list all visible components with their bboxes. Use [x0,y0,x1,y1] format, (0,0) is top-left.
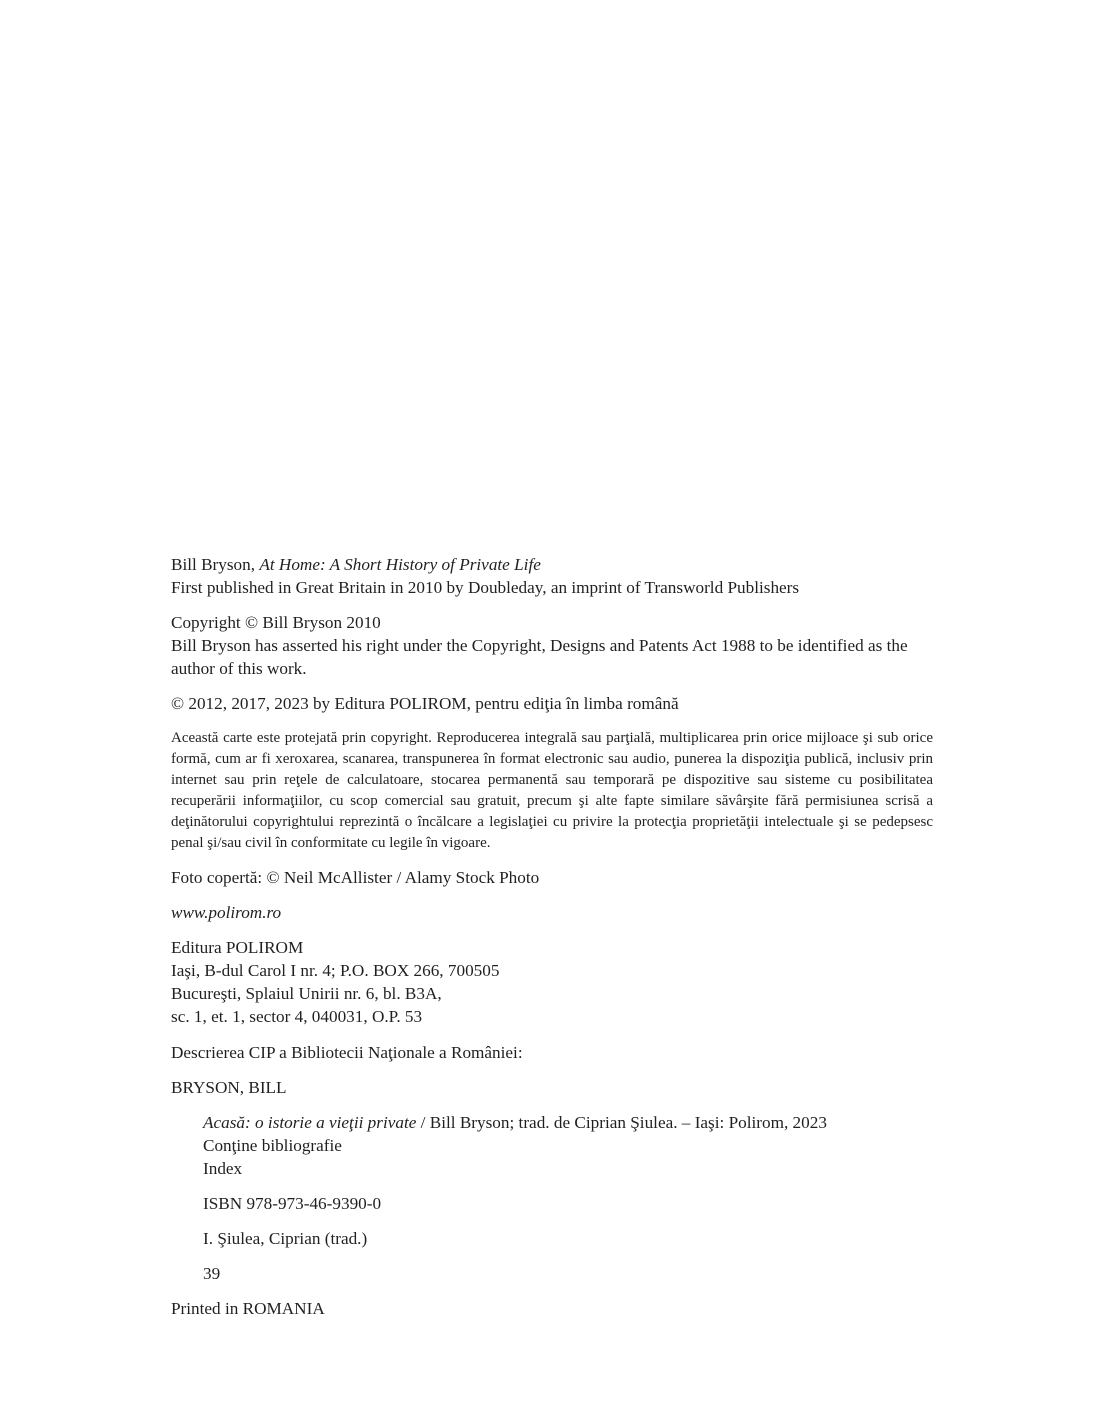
copyright-line: Copyright © Bill Bryson 2010 [171,613,381,632]
publisher-address [171,936,933,1028]
cip-bibliography: Conţine bibliografie [203,1136,342,1155]
cip-classification: 39 [203,1264,221,1283]
cip-isbn: ISBN 978-973-46-9390-0 [203,1194,382,1213]
address-bucuresti-2: sc. 1, et. 1, sector 4, 040031, O.P. 53 [171,1007,423,1026]
cip-heading: Descrierea CIP a Bibliotecii Naţionale a României: [171,1043,523,1062]
publisher-website [171,901,933,924]
website-text: www.polirom.ro [171,903,282,922]
cip-author-entry: BRYSON, BILL [171,1078,287,1097]
printed-in: Printed in ROMANIA [171,1299,325,1318]
address-iasi: Iaşi, B-dul Carol I nr. 4; P.O. BOX 266, 700505 [171,961,500,980]
author-prefix: Bill Bryson, [171,555,260,574]
publisher-name: Editura POLIROM [171,938,304,957]
legal-notice: Această carte este protejată prin copyright. Reproducerea integrală sau parţială, multiplicarea prin orice mijloace şi sub orice formă, cum ar fi xeroxarea, scanarea, transpunerea în format electronic sau audio, punerea la dispoziţia publică, inclusiv prin internet sau prin reţele de calculatoare, stocarea permanentă sau temporară pe dispozitive sau sisteme cu posibilitatea recuperării informaţiilor, cu scop comercial sau gratuit, precum şi alte fapte similare săvârşite fără permisiunea scrisă a deţinătorului copyrightului reprezintă o încălcare a legislaţiei cu privire la protecţia proprietăţii intelectuale şi se pedepsesc penal şi/sau civil în conformitate cu legile în vigoare. [171,730,933,851]
book-title: At Home: A Short History of Private Life [259,555,541,574]
cover-photo-credit: Foto copertă: © Neil McAllister / Alamy Stock Photo [171,868,540,887]
cip-title-line [203,1111,933,1134]
romanian-edition-copyright: © 2012, 2017, 2023 by Editura POLIROM, pentru ediţia în limba română [171,694,679,713]
copyright-block [171,611,933,680]
cip-record [171,1111,933,1285]
cip-translator: I. Şiulea, Ciprian (trad.) [203,1229,368,1248]
copyright-page [171,553,933,1320]
book-title-line [171,553,933,576]
cip-index: Index [203,1159,243,1178]
cip-title-italic: Acasă: o istorie a vieţii private [203,1113,417,1132]
cip-title-rest: / Bill Bryson; trad. de Ciprian Şiulea. – Iaşi: Polirom, 2023 [416,1113,827,1132]
address-bucuresti-1: Bucureşti, Splaiul Unirii nr. 6, bl. B3A, [171,984,442,1003]
rights-asserted: Bill Bryson has asserted his right under the Copyright, Designs and Patents Act 1988 to be identified as the author of this work. [171,636,908,678]
first-published: First published in Great Britain in 2010 by Doubleday, an imprint of Transworld Publishers [171,578,800,597]
book-info [171,553,933,599]
